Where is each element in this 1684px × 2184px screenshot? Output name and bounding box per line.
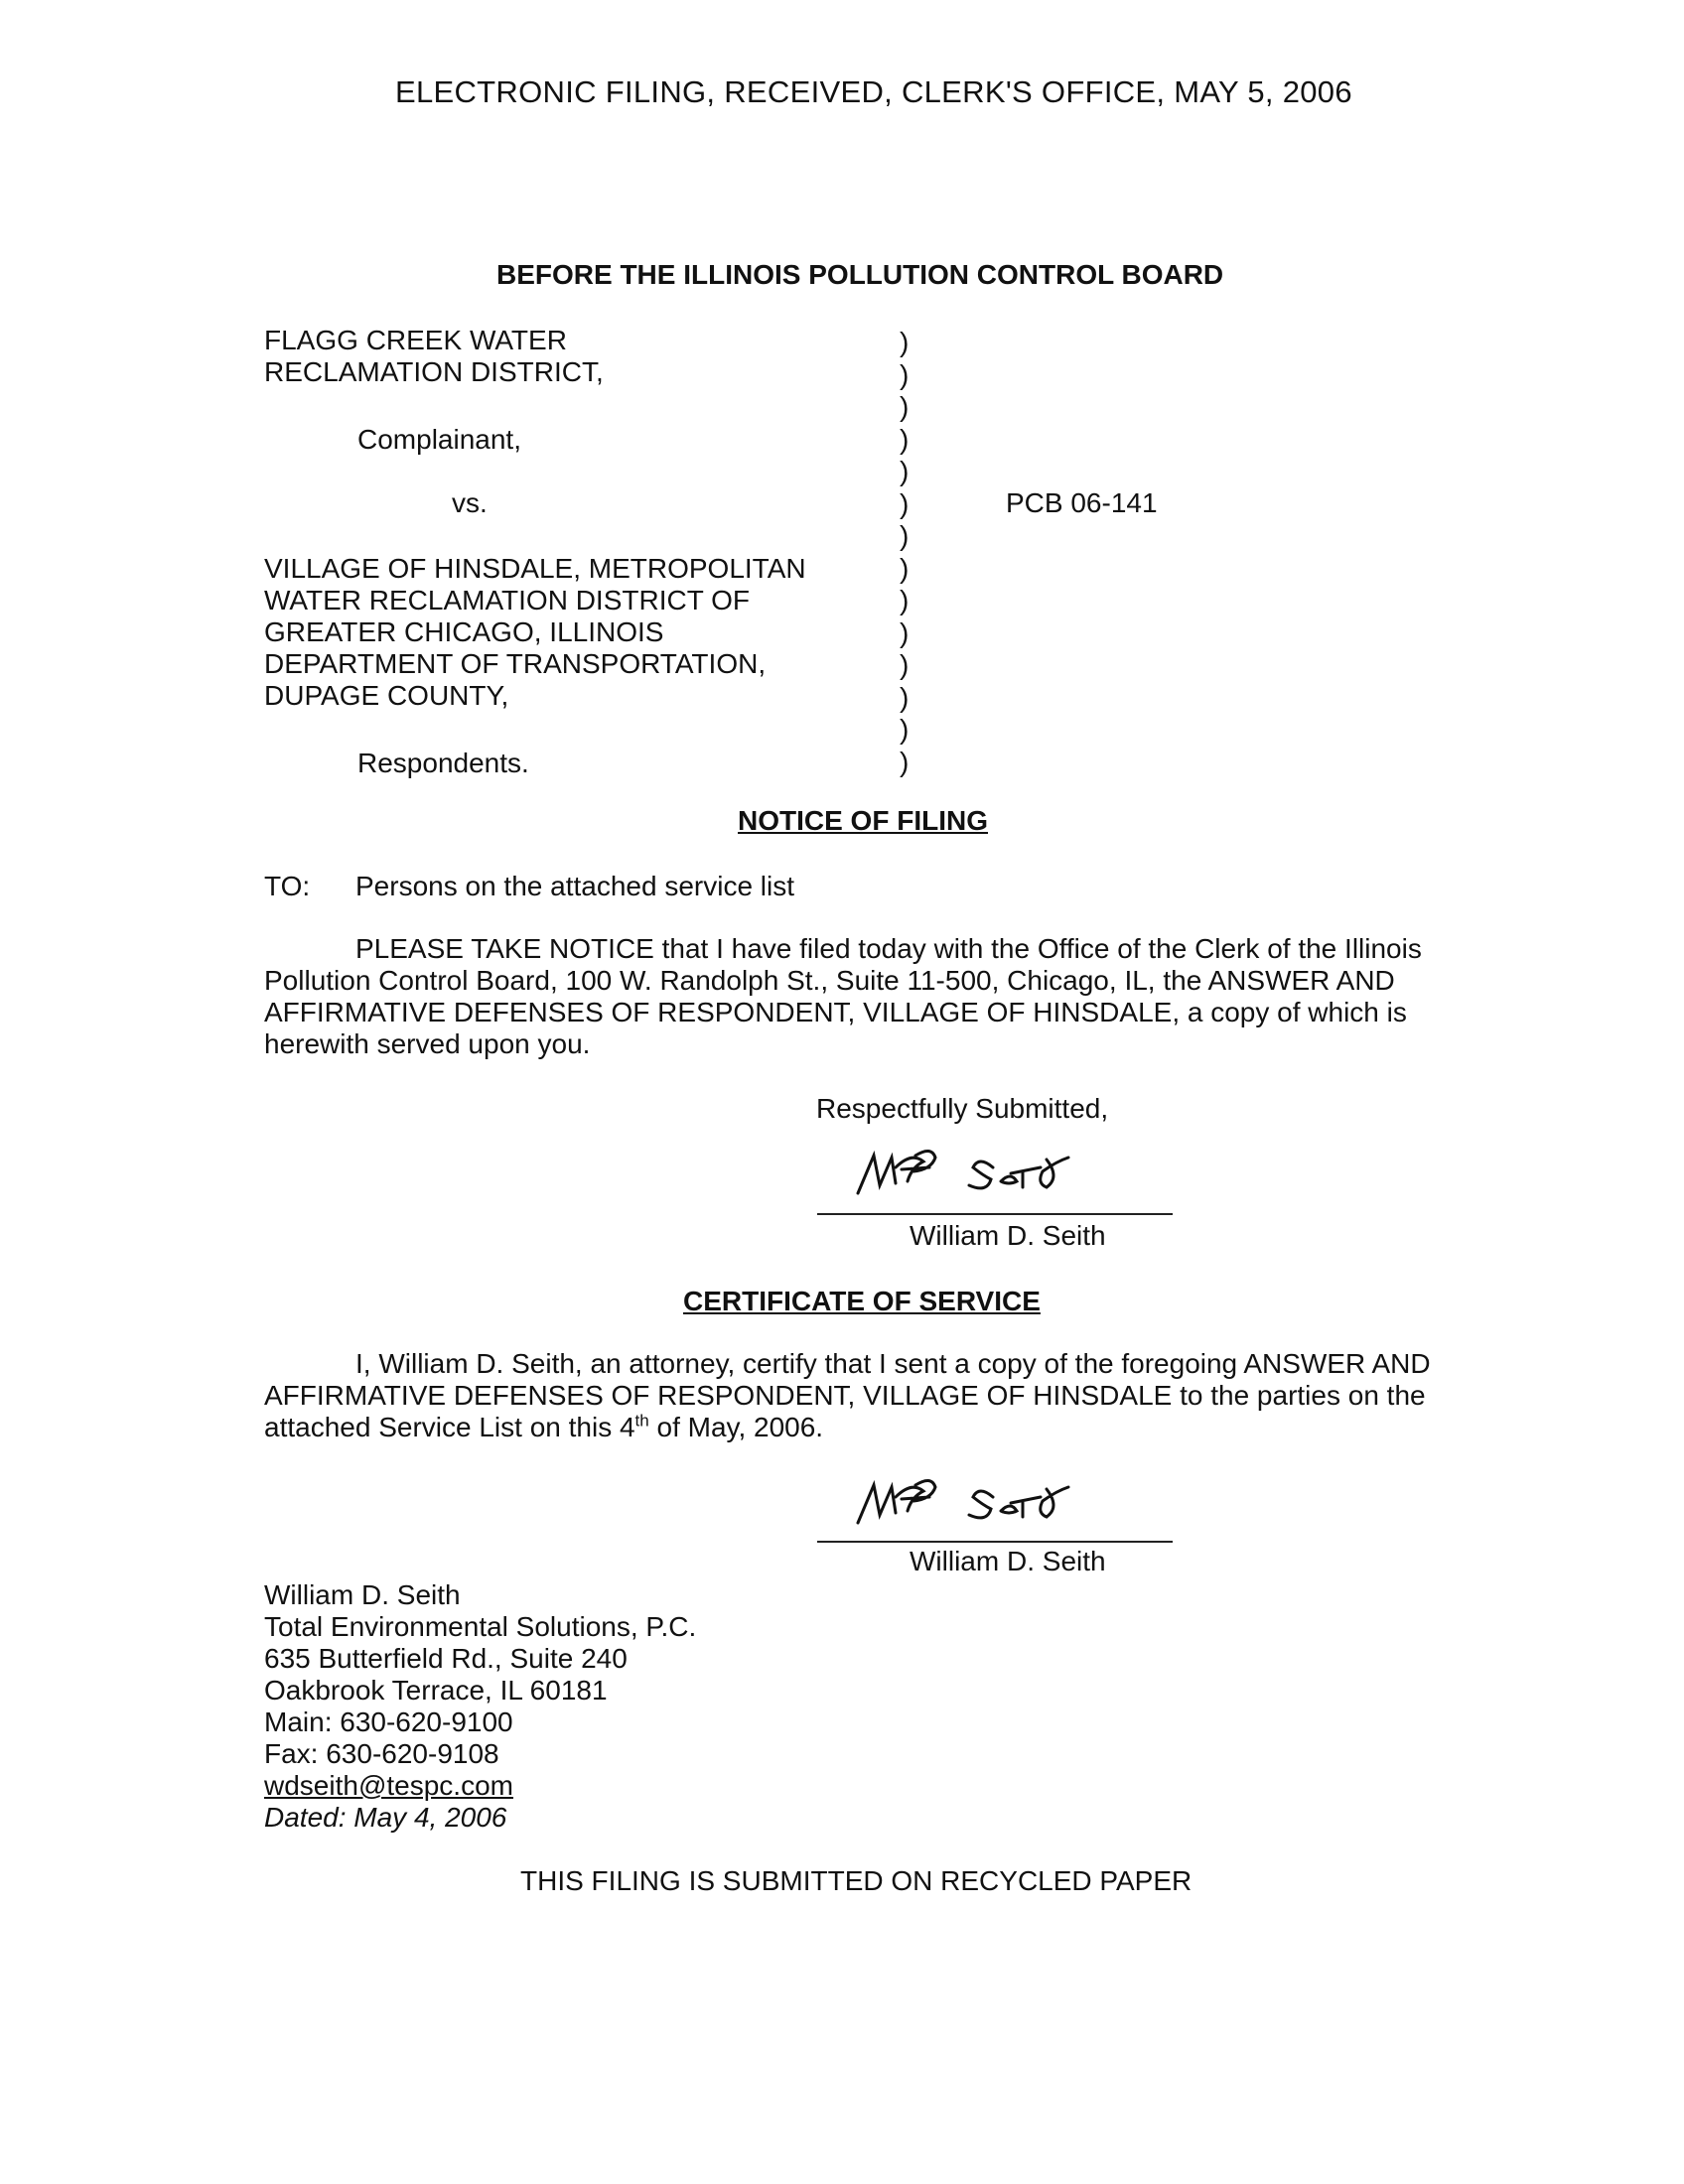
paren: ) xyxy=(900,487,910,519)
respondents-role: Respondents. xyxy=(357,748,529,778)
notice-closing: Respectfully Submitted, xyxy=(816,1093,1109,1124)
paren: ) xyxy=(900,585,910,615)
contact-address-1: 635 Butterfield Rd., Suite 240 xyxy=(264,1643,628,1674)
paren: ) xyxy=(900,552,910,584)
respondents-line-2: WATER RECLAMATION DISTRICT OF xyxy=(264,585,750,615)
versus-label: vs. xyxy=(452,487,488,518)
paren: ) xyxy=(900,358,910,390)
paren: ) xyxy=(900,681,910,713)
contact-fax: Fax: 630-620-9108 xyxy=(264,1738,499,1769)
complainant-name-line1: FLAGG CREEK WATER xyxy=(264,325,567,355)
paren: ) xyxy=(900,714,910,745)
notice-signature xyxy=(852,1138,1100,1203)
certificate-body xyxy=(264,1348,1468,1443)
notice-signer-name: William D. Seith xyxy=(910,1220,1106,1251)
complainant-role: Complainant, xyxy=(357,424,521,455)
certificate-heading: CERTIFICATE OF SERVICE xyxy=(683,1286,1041,1316)
caption-paren-column xyxy=(900,326,919,777)
contact-dated: Dated: May 4, 2006 xyxy=(264,1802,507,1833)
to-label: TO: xyxy=(264,871,311,901)
contact-email-link[interactable]: wdseith@tespc.com xyxy=(264,1770,513,1801)
contact-name: William D. Seith xyxy=(264,1579,461,1610)
notice-heading: NOTICE OF FILING xyxy=(738,805,988,836)
paren: ) xyxy=(900,520,910,551)
board-title: BEFORE THE ILLINOIS POLLUTION CONTROL BOARD xyxy=(496,259,1224,290)
notice-signature-line xyxy=(817,1213,1173,1215)
paren: ) xyxy=(900,746,910,777)
paren: ) xyxy=(900,391,910,422)
paren: ) xyxy=(900,649,910,680)
contact-firm: Total Environmental Solutions, P.C. xyxy=(264,1611,697,1642)
contact-main-phone: Main: 630-620-9100 xyxy=(264,1706,513,1737)
complainant-name-line2: RECLAMATION DISTRICT, xyxy=(264,356,604,387)
to-value: Persons on the attached service list xyxy=(355,871,795,901)
paren: ) xyxy=(900,616,910,648)
paren: ) xyxy=(900,456,910,486)
case-number: PCB 06-141 xyxy=(1006,487,1158,518)
respondents-line-1: VILLAGE OF HINSDALE, METROPOLITAN xyxy=(264,553,806,584)
certificate-body-tail: of May, 2006. xyxy=(648,1412,824,1442)
contact-address-2: Oakbrook Terrace, IL 60181 xyxy=(264,1675,608,1706)
certificate-signature-line xyxy=(817,1541,1173,1543)
electronic-filing-stamp: ELECTRONIC FILING, RECEIVED, CLERK'S OFFICE, MAY 5, 2006 xyxy=(395,74,1352,109)
paren: ) xyxy=(900,327,910,357)
ordinal-suffix: th xyxy=(634,1411,649,1431)
notice-body-text: PLEASE TAKE NOTICE that I have filed today with the Office of the Clerk of the Illinois Pollution Control Board, 100 W. Randolph St., Suite 11-500, Chicago, IL, the ANSWER AND AFFIRMATIVE DEFENSES OF RESPONDENT, VILLAGE OF HINSDALE, a copy of which is herewith served upon you. xyxy=(264,933,1422,1059)
respondents-line-5: DUPAGE COUNTY, xyxy=(264,680,509,711)
paren: ) xyxy=(900,423,910,455)
notice-body xyxy=(264,933,1456,1060)
certificate-signer-name: William D. Seith xyxy=(910,1546,1106,1576)
respondents-line-3: GREATER CHICAGO, ILLINOIS xyxy=(264,616,664,647)
certificate-body-text: I, William D. Seith, an attorney, certify that I sent a copy of the foregoing ANSWER AND AFFIRMATIVE DEFENSES OF RESPONDENT, VILLAGE OF HINSDALE to the parties on the attached Service List on this 4 xyxy=(264,1348,1431,1442)
respondents-line-4: DEPARTMENT OF TRANSPORTATION, xyxy=(264,648,767,679)
recycled-paper-footer: THIS FILING IS SUBMITTED ON RECYCLED PAPER xyxy=(520,1865,1193,1896)
certificate-signature xyxy=(852,1467,1100,1533)
